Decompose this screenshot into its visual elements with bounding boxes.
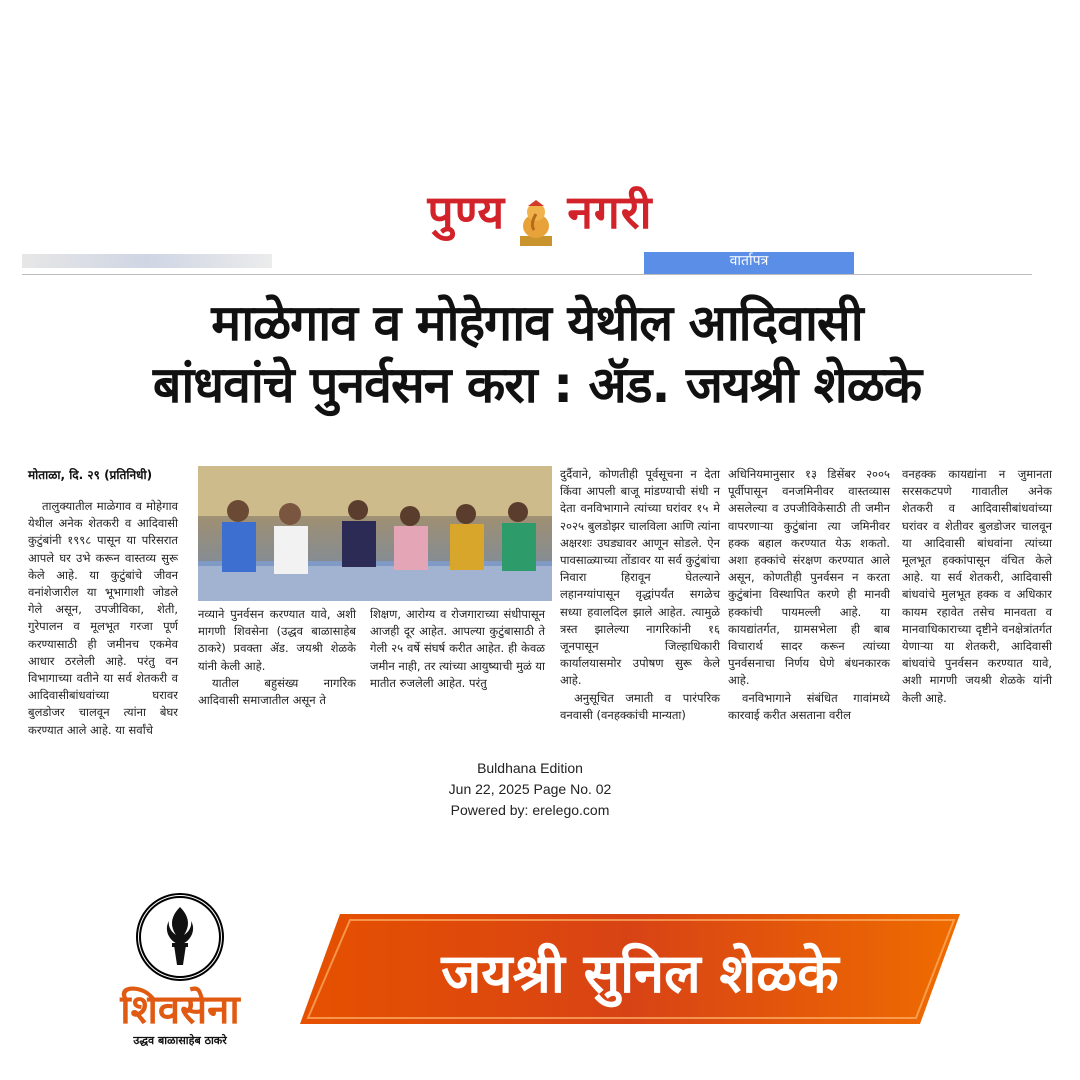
article-dateline: मोताळा, दि. २९ (प्रतिनिधी) [28, 468, 153, 482]
column-1-paragraph: तालुक्यातील माळेगाव व मोहेगाव येथील अनेक शेतकरी व आदिवासी कुटुंबांनी १९९८ पासून या परिसरात आपले घर उभे करून वास्तव्य सुरू केले आहे. या कुटुंबांचे जीवन वनांशेजारील या भूभागाशी जोडले गेले असून, उपजीविका, शेती, गुरेपालन व मूलभूत गरजा पूर्ण करण्यासाठी ही जमीनच एकमेव आधार ठरलेली आहे. परंतु वन विभागाच्या वतीने या सर्व शेतकरी व आदिवासीबांधवांच्या घरावर बुलडोजर चालवून त्यांना बेघर करण्यात आले आहे. या सर्वांचे [28, 499, 178, 737]
protest-photo-illustration [198, 466, 552, 601]
column-2-paragraph-1: नव्याने पुनर्वसन करण्यात यावे, अशी मागणी शिवसेना (उद्धव बाळासाहेब ठाकरे) प्रवक्ता ॲड. जयश्री शेळके यांनी केली आहे. [198, 607, 356, 673]
candidate-name-banner: जयश्री सुनिल शेळके [441, 942, 839, 1005]
column-4-paragraph-1: दुर्दैवाने, कोणतीही पूर्वसूचना न देता किंवा आपली बाजू मांडण्याची संधी न देता वनविभागाने त्यांच्या घरांवर १५ मे २०२५ बुलडोझर चालविला आणि त्यांना अक्षरशः उघड्यावर आणून सोडले. ऐन पावसाळ्याच्या तोंडावर या सर्व कुटुंबांचा निवारा हिरावून घेतल्याने लहानग्यांपासून वृद्धांपर्यंत सगळेच सध्या हवालदिल झाले आहेत. त्यामुळे त्रस्त झालेल्या नागरिकांनी १६ जूनपासून जिल्हाधिकारी कार्यालयासमोर उपोषण सुरू केले आहे. [560, 467, 720, 688]
article-photo [198, 466, 552, 601]
column-2-paragraph-2: यातील बहुसंख्य नागरिक आदिवासी समाजातील असून ते [198, 675, 356, 708]
column-5-paragraph-1: अधिनियमानुसार १३ डिसेंबर २००५ पूर्वीपासून वनजमिनीवर वास्तव्यास असलेल्या व उपजीविकेसाठी ती जमीन वापरणाऱ्या कुटुंबांना त्या जमिनीवर हक्क बहाल करण्यात येऊ शकतो. अशा हक्कांचे संरक्षण करण्यात आले असून, कोणतीही पुनर्वसन न करता कुटुंबांना विस्थापित करणे ही मानवी हक्कांची पायमल्ली आहे. या कायद्यांतर्गत, ग्रामसभेला ही बाब विचारार्थ सादर करून त्यांच्या पुनर्वसनाचा निर्णय घेणे बंधनकारक आहे. [728, 467, 890, 688]
torch-icon [136, 893, 224, 981]
strip-section-label: वार्तापत्र [644, 252, 854, 274]
article-column-3 [370, 606, 545, 692]
article-column-1 [28, 498, 178, 739]
column-3-paragraph: शिक्षण, आरोग्य व रोजगाराच्या संधीपासून आजही दूर आहेत. आपल्या कुटुंबासाठी ते गेली २५ वर्षे संघर्ष करीत आहेत. ही केवळ जमीन नाही, तर त्यांच्या आयुष्याची मुळं या मातीत रुजलेली आहेत. परंतु [370, 607, 545, 690]
article-column-4 [560, 466, 720, 724]
column-4-paragraph-2: अनुसूचित जमाती व पारंपरिक वनवासी (वनहक्कांची मान्यता) [560, 690, 720, 722]
party-subtitle: उद्धव बाळासाहेब ठाकरे [133, 1034, 227, 1047]
article-column-5 [728, 466, 890, 724]
column-5-paragraph-2: वनविभागाने संबंधित गावांमध्ये कारवाई करीत असताना वरील [728, 690, 890, 722]
strip-left-bar [22, 254, 272, 268]
party-name: शिवसेना [120, 987, 240, 1033]
newspaper-masthead [0, 180, 1080, 250]
edition-info [380, 758, 680, 821]
edition-date-page: Jun 22, 2025 Page No. 02 [448, 781, 612, 797]
headline-line-1: माळेगाव व मोहेगाव येथील आदिवासी [211, 294, 863, 352]
column-6-paragraph: वनहक्क कायद्यांना न जुमानता सरसकटपणे गावातील अनेक शेतकरी व आदिवासीबांधवांच्या घरांवर व शेतीवर बुलडोजर चालवून या आदिवासी बांधवांना त्यांच्या मूलभूत हक्कांपासून वंचित केले आहे. या सर्व शेतकरी, आदिवासी बांधवांचे मुलभूत हक्क व अधिकार कायम रहावेत तसेच मानवता व मानवाधिकाराच्या दृष्टीने वनक्षेत्रांतर्गत येणाऱ्या या शेतकरी, आदिवासी बांधवांचे पुनर्वसन करण्यात यावे, अशी मागणी जयश्री शेळके यांनी केली आहे. [902, 467, 1052, 705]
article-headline [22, 292, 1052, 416]
party-logo [110, 893, 250, 1063]
article-column-6 [902, 466, 1052, 707]
ganesha-icon [516, 200, 556, 248]
section-strip [22, 252, 1032, 275]
masthead-left-text: पुण्य [427, 185, 506, 239]
headline-line-2: बांधवांचे पुनर्वसन करा : ॲड. जयश्री शेळके [152, 356, 922, 414]
article-column-2 [198, 606, 356, 709]
edition-name: Buldhana Edition [477, 760, 583, 776]
masthead-right-text: नगरी [567, 185, 653, 239]
powered-by-link[interactable]: Powered by: erelego.com [450, 802, 610, 818]
